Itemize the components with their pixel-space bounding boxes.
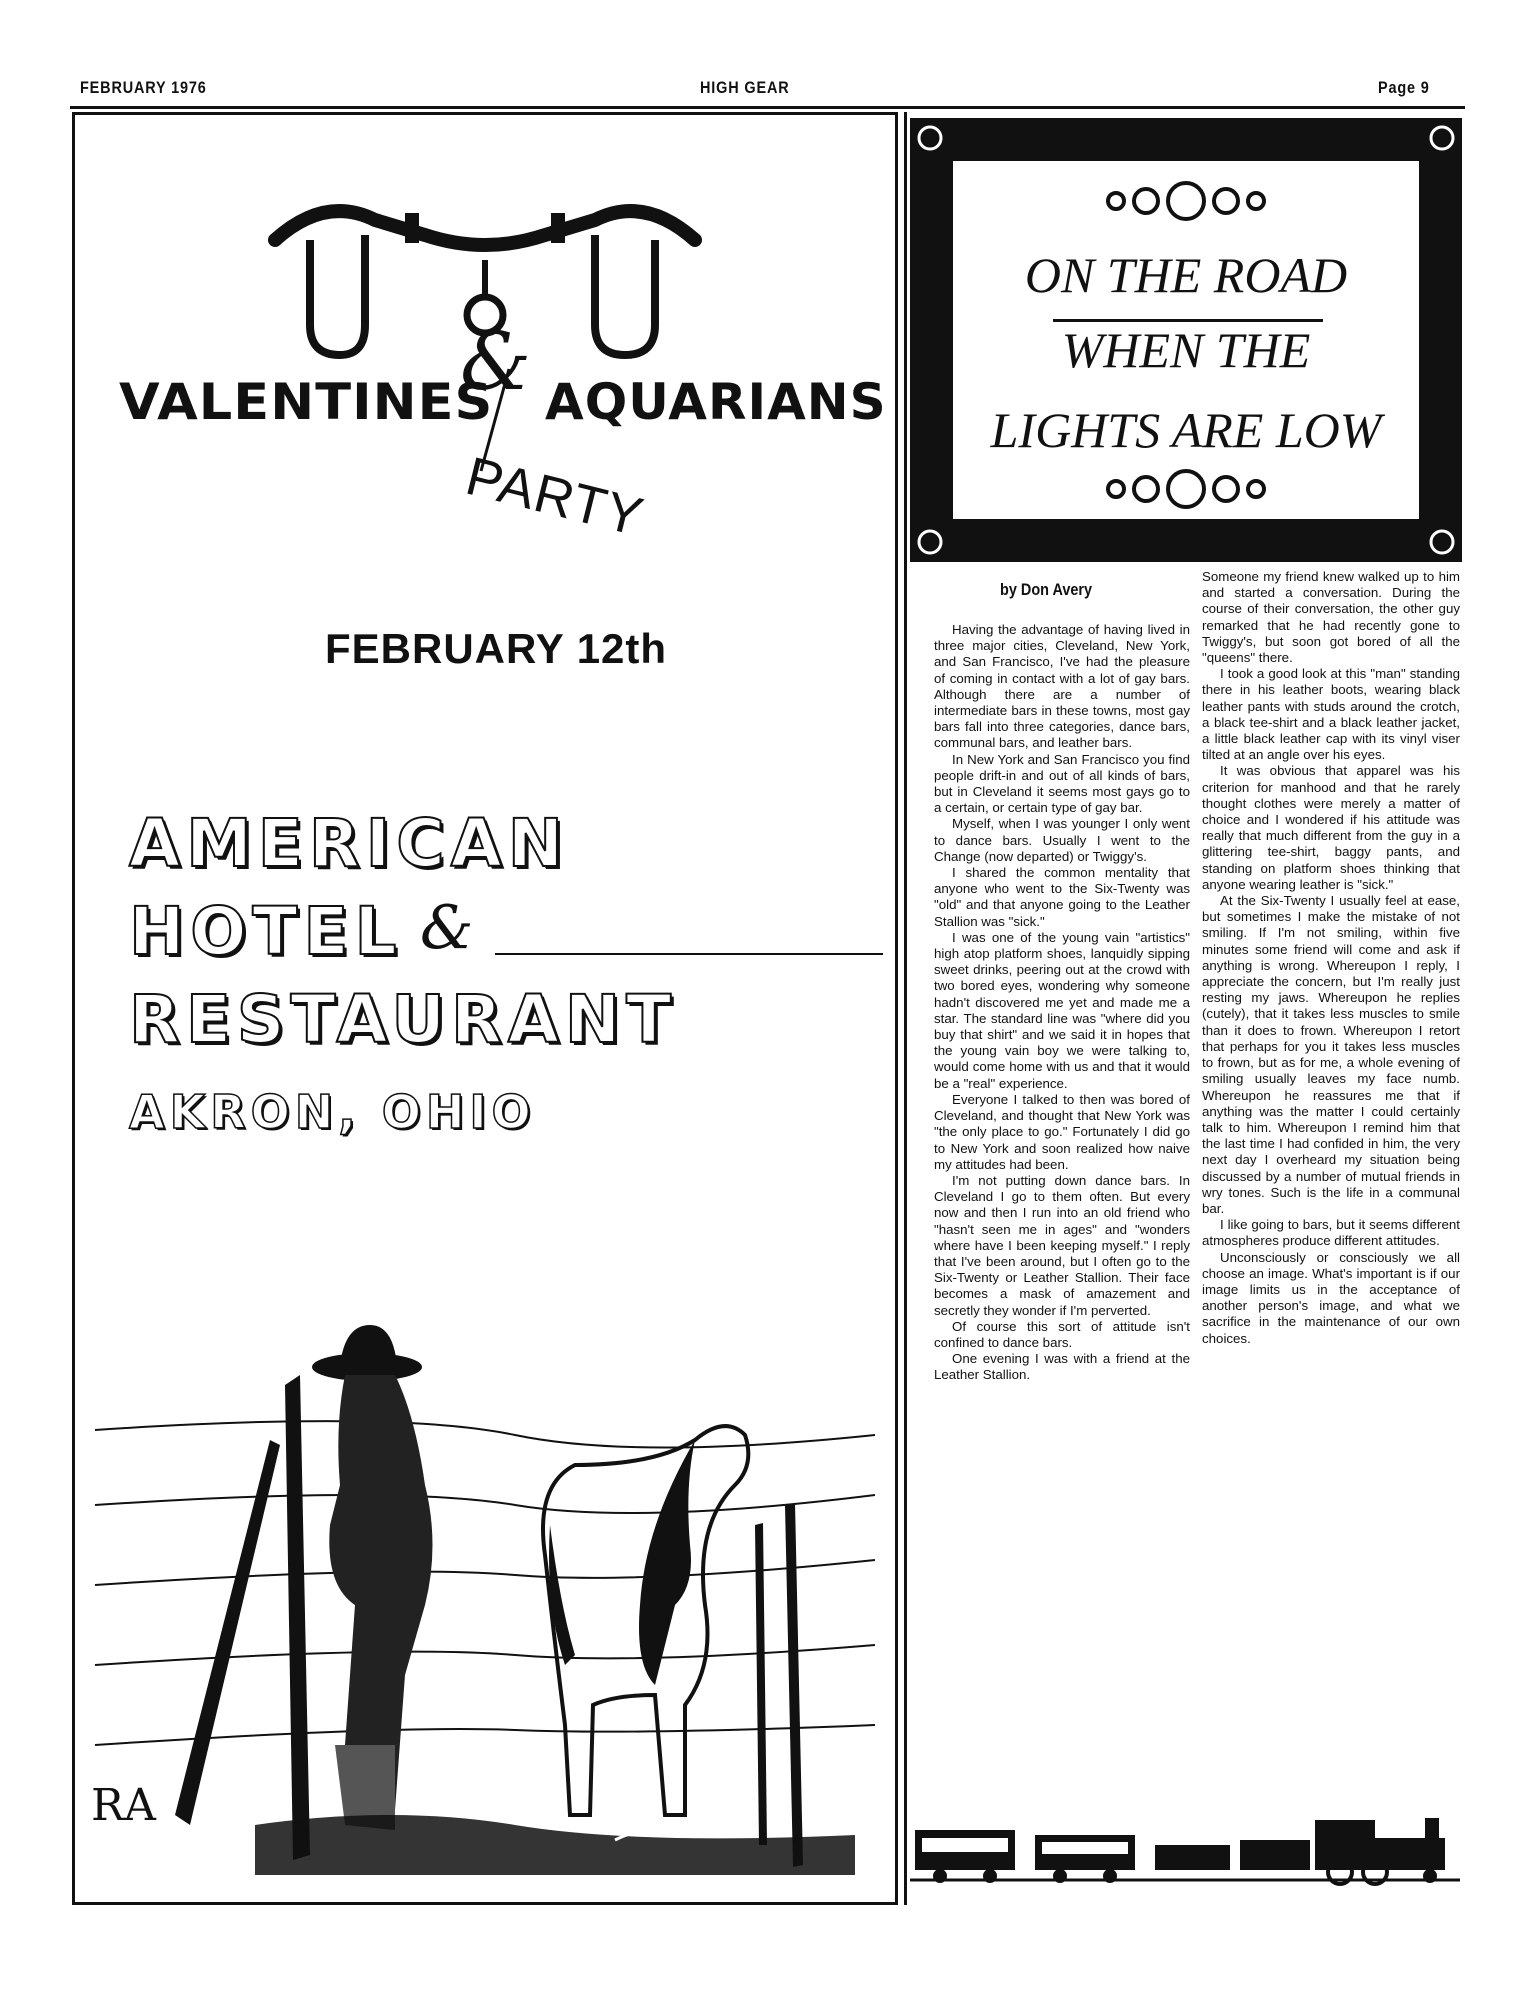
aquarians-heading: AQUARIANS	[545, 373, 887, 431]
bottom-dot-ornament	[953, 469, 1419, 509]
top-dot-ornament	[953, 181, 1419, 221]
artist-signature: RA	[91, 1780, 156, 1831]
party-script: PARTY	[460, 445, 650, 548]
event-date: FEBRUARY 12th	[325, 625, 668, 672]
ampersand-script: &	[460, 315, 532, 408]
paragraph: I'm not putting down dance bars. In Cleveland I go to them often. But every now and then I run into an old friend who "hasn't seen me in ages" and "wonders where have I been keeping myself." I reply that I've been around, but I often go to the Six-Twenty or Leather Stallion. Their face becomes a mask of amazement and secretly they wonder if I'm perverted.	[934, 1172, 1190, 1318]
header-rule	[70, 106, 1465, 109]
train-illustration	[910, 1810, 1460, 1890]
paragraph: Of course this sort of attitude isn't confined to dance bars.	[934, 1318, 1190, 1350]
paragraph: At the Six-Twenty I usually feel at ease, but sometimes I make the mistake of not smiling. If I'm not smiling, within five minutes some friend will come and ask if anything is wrong. Whereupon I reply, I appreciate the concern, but I'm really just resting my jaws. Whereupon he replies (cutely), that it takes less muscles to smile than it does to frown. Whereupon I retort that perhaps for you it takes less muscles to frown, but as for me, a whole evening of smiling usually leaves my face numb. Whereupon he reassures me that if anything was the matter I could certainly talk to him. Whereupon I remind him that the last time I had confided in him, the very next day I overheard my situation being discussed by a number of mutual friends in wry tones. Such is the life in a communal bar.	[1202, 893, 1460, 1216]
article-column-2	[1202, 569, 1460, 1347]
paragraph: I took a good look at this "man" standing there in his leather boots, wearing black leather pants with studs around the crotch, a black tee-shirt and a black leather jacket, a little black leather cap with its vinyl viser tilted at an angle over his eyes.	[1202, 666, 1460, 763]
paragraph: Everyone I talked to then was bored of Cleveland, and thought that New York was "the only place to go." Fortunately I did go to New York and soon realized how naive my attitudes had been.	[934, 1091, 1190, 1172]
venue-ampersand: &	[420, 893, 474, 963]
paragraph: Having the advantage of having lived in three major cities, Cleveland, New York, and San Francisco, I've had the pleasure of coming in contact with a lot of gay bars. Although there are a number of intermediate bars in these towns, most gay bars fall into three categories, dance bars, communal bars, and leather bars.	[934, 622, 1190, 751]
paragraph: Unconsciously or consciously we all choose an image. What's important is if our image limits us in the acceptance of another person's image, and what we sacrifice in the maintenance of our own choices.	[1202, 1249, 1460, 1346]
valentines-heading: VALENTINES	[119, 373, 494, 431]
article-title-line-2: WHEN THE	[1061, 322, 1311, 378]
column-rule	[904, 112, 907, 1905]
paragraph: It was obvious that apparel was his criterion for manhood and that he rarely thought clothes were merely a matter of choice and I wondered if his attitude was really that much different from the guy in a glittering tee-shirt, baggy pants, and standing on platform shoes thinking that anyone wearing leather is "sick."	[1202, 763, 1460, 892]
article-byline: by Don Avery	[1000, 580, 1093, 599]
paragraph: One evening I was with a friend at the Leather Stallion.	[934, 1351, 1190, 1383]
issue-date: FEBRUARY 1976	[80, 78, 207, 97]
paragraph: Myself, when I was younger I only went to dance bars. Usually I went to the Change (now departed) or Twiggy's.	[934, 816, 1190, 864]
paragraph: Someone my friend knew walked up to him and started a conversation. During the course of their conversation, the other guy remarked that he had recently gone to Twiggy's, but soon got bored of all the "queens" there.	[1202, 569, 1460, 666]
party-advertisement	[72, 112, 898, 1905]
paragraph: I was one of the young vain "artistics" high atop platform shoes, lanquidly sipping sweet drinks, peering out at the crowd with two bored eyes, wondering why someone hadn't discovered me yet and made me a star. The standard line was "where did you buy that shirt" and we said it in hopes that the young vain boy we were talking to, would come home with us and that it would be a "real" experience.	[934, 929, 1190, 1091]
article-title-frame	[910, 118, 1462, 562]
paragraph: I shared the common mentality that anyone who went to the Six-Twenty was "old" and that anyone going to the Leather Stallion was "sick."	[934, 865, 1190, 929]
page-number: Page 9	[1378, 78, 1430, 97]
article-title-panel	[950, 158, 1422, 522]
venue-line-american: AMERICAN	[129, 805, 569, 882]
article-title-line-3: LIGHTS ARE LOW	[990, 402, 1382, 458]
article-title-line-1: ON THE ROAD	[1024, 247, 1348, 303]
venue-line-hotel: HOTEL	[129, 893, 403, 970]
article-column-1	[934, 622, 1190, 1384]
paragraph: I like going to bars, but it seems different atmospheres produce different attitudes.	[1202, 1217, 1460, 1249]
cowboy-horse-fence-illustration	[95, 1225, 875, 1885]
venue-location: AKRON, OHIO	[129, 1085, 536, 1139]
paragraph: In New York and San Francisco you find people drift-in and out of all kinds of bars, but in Cleveland it seems most gays go to a certain, or certain type of gay bar.	[934, 751, 1190, 816]
publication-name: HIGH GEAR	[700, 78, 790, 97]
venue-line-restaurant: RESTAURANT	[129, 981, 678, 1058]
venue-underline	[495, 953, 883, 955]
